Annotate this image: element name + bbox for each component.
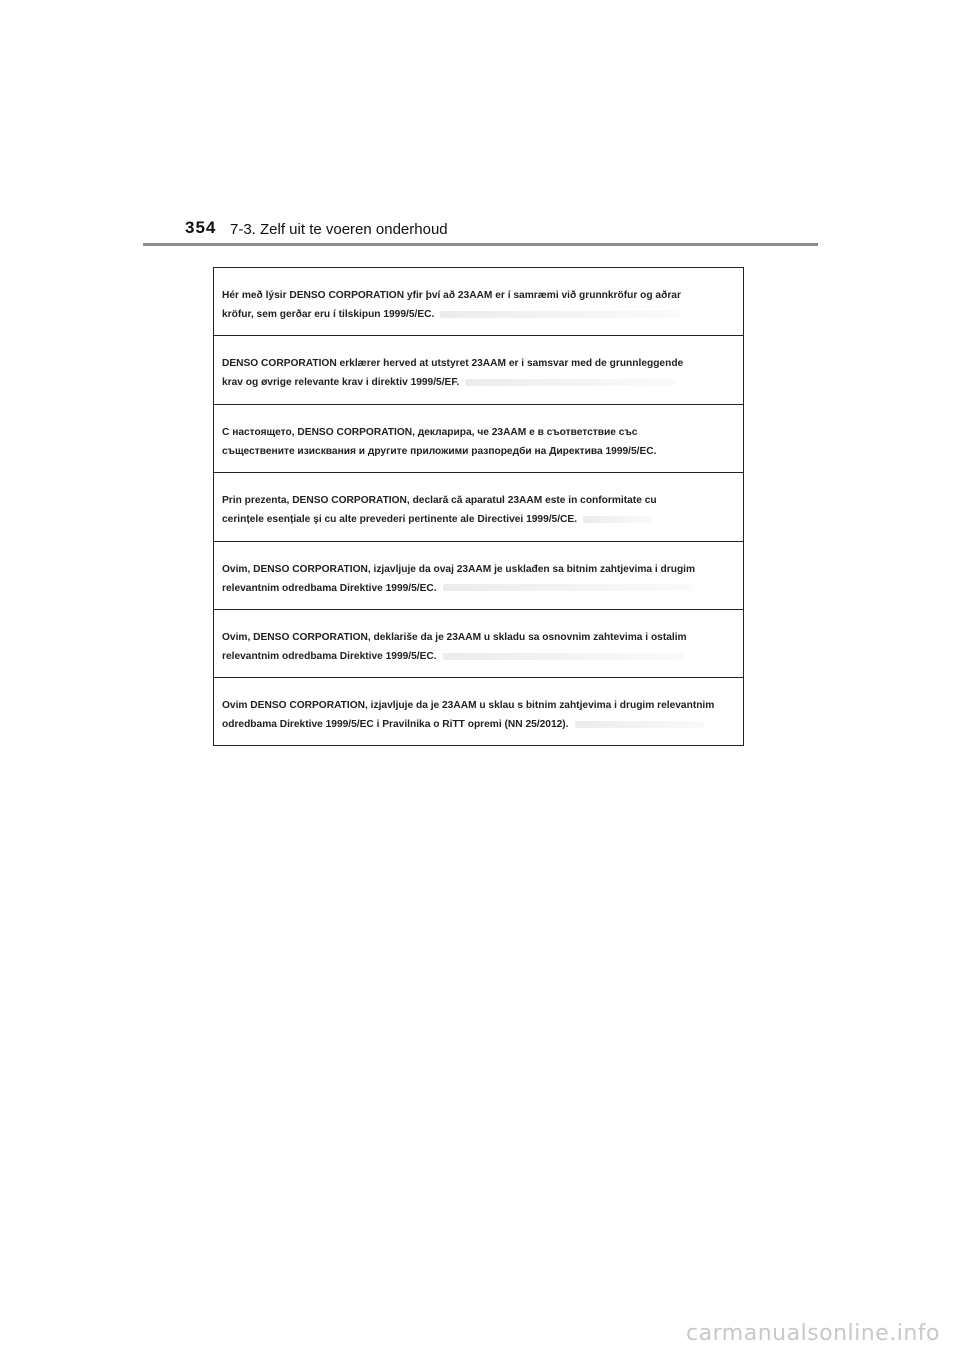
declaration-text: relevantnim odredbama Direktive 1999/5/EC.: [222, 651, 437, 662]
declaration-row-bosnian: [214, 542, 743, 610]
declaration-text: Ovim, DENSO CORPORATION, deklariše da je 23AAM u skladu sa osnovnim zahtevima i ostalim: [222, 632, 687, 643]
declaration-row-croatian: [214, 678, 743, 746]
declaration-line: [222, 442, 735, 461]
declaration-line: [222, 579, 735, 598]
declaration-text: Ovim DENSO CORPORATION, izjavljuje da je 23AAM u sklau s bitnim zahtjevima i drugim relevantnim: [222, 700, 715, 712]
declaration-row-romanian: [214, 473, 743, 541]
declaration-line: [222, 491, 735, 510]
declaration-line: [222, 423, 735, 442]
declaration-text: DENSO CORPORATION erklærer herved at utstyret 23AAM er i samsvar med de grunnleggende: [222, 358, 684, 370]
declaration-text: С настоящето, DENSO CORPORATION, декларира, че 23AAM е в съответствие със: [222, 426, 638, 438]
section-title: 7-3. Zelf uit te voeren onderhoud: [230, 221, 448, 238]
watermark: carmanualsonline.info: [686, 1321, 940, 1346]
declaration-line: [222, 696, 735, 715]
declaration-line: [222, 647, 735, 666]
declaration-text: odredbama Direktive 1999/5/EC i Pravilnika o RiTT opremi (NN 25/2012).: [222, 719, 569, 731]
declaration-line: [222, 354, 735, 373]
page-number: 354: [185, 218, 217, 237]
declaration-line: [222, 510, 735, 529]
declaration-text: relevantnim odredbama Direktive 1999/5/EC.: [222, 582, 437, 594]
declaration-line: [222, 373, 735, 392]
declaration-line: [222, 715, 735, 734]
declaration-text: kröfur, sem gerðar eru í tilskipun 1999/5/EC.: [222, 309, 435, 320]
scan-artifact: [440, 311, 680, 318]
declaration-text: съществените изисквания и другите приложими разпоредби на Директива 1999/5/EC.: [222, 445, 657, 457]
declaration-table: [213, 267, 744, 746]
scan-artifact: [575, 721, 705, 728]
scan-artifact: [443, 584, 693, 591]
header-divider: [143, 243, 818, 246]
declaration-text: Ovim, DENSO CORPORATION, izjavljuje da ovaj 23AAM je usklađen sa bitnim zahtjevima i drugim: [222, 563, 696, 575]
declaration-line: [222, 286, 735, 305]
declaration-line: [222, 305, 735, 324]
declaration-text: cerințele esențiale şi cu alte prevederi pertinente ale Directivei 1999/5/CE.: [222, 514, 578, 526]
scan-artifact: [583, 516, 653, 523]
declaration-text: Prin prezenta, DENSO CORPORATION, declară că aparatul 23AAM este in conformitate cu: [222, 495, 657, 507]
declaration-text: krav og øvrige relevante krav i direktiv 1999/5/EF.: [222, 377, 460, 389]
declaration-row-serbian: [214, 610, 743, 678]
scan-artifact: [443, 653, 683, 660]
declaration-row-norwegian: [214, 336, 743, 404]
declaration-text: Hér með lýsir DENSO CORPORATION yfir því að 23AAM er í samræmi við grunnkröfur og aðrar: [222, 290, 681, 301]
declaration-row-bulgarian: [214, 405, 743, 473]
declaration-line: [222, 560, 735, 579]
scan-artifact: [465, 379, 675, 386]
declaration-line: [222, 628, 735, 647]
declaration-row-icelandic: [214, 268, 743, 336]
page-header: [0, 0, 960, 250]
